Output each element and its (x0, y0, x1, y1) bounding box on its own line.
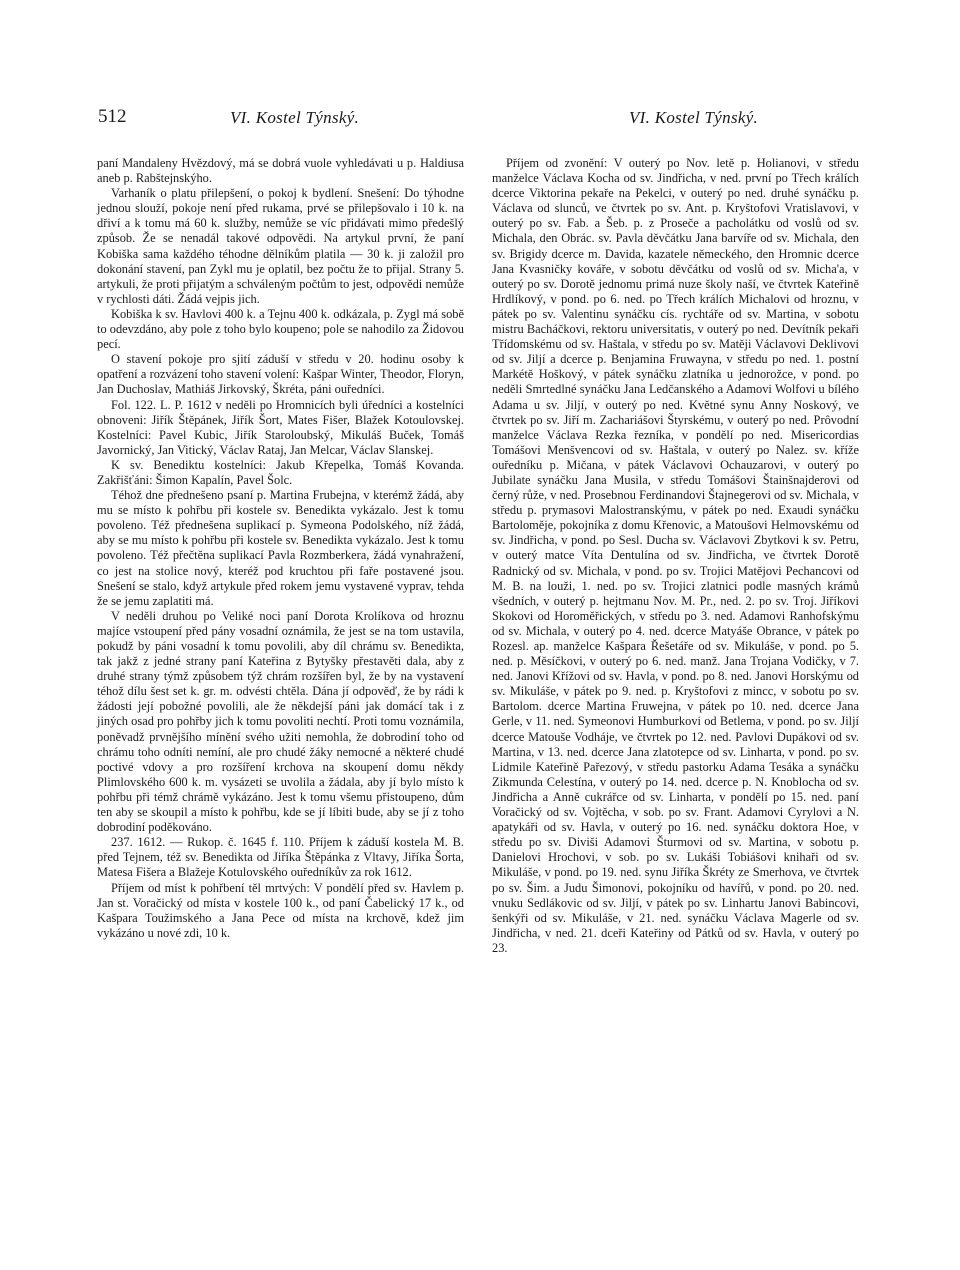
paragraph: V neděli druhou po Veliké noci paní Dorota Krolíkova od hroznu majíce vstoupení před pány vosadní oznámila, že jest se na tom ustavila, pokudž by páni vosadní k tomu povolili, aby díl chrámu sv. Benedikta, tak jakž z jedné strany paní Kateřina z Bytyšky přestavěti dala, aby z druhé strany týmž způsobem týž chrám rozšířen byl, že by na vystavení téhož dílu šest set k. gr. m. odvésti chtěla. Dána jí odpověď, že by rádi k žádosti její pobožné povolili, ale že někdejší páni jak domácí tak i z jiných osad pro pohřby jich k tomu povoliti nechtí. Proti tomu voznámila, poněvadž prvnějšího mínění svého užiti nemohla, že dobrodiní toho od chrámu toho odníti nemíní, ale pro chudé žáky nemocné a některé chudé poctivé vdovy a pro rozšíření krchova na skoupení domu někdy Plimlovského 600 k. m. vysázeti se uvolila a žádala, aby jí bylo místo k pohřbu při témž chrámě vykázáno. Jest k tomu všemu přistoupeno, dům ten aby se skoupil a místo k pohřbu, kde se jí líbiti bude, aby se jí z toho dobrodiní poděkováno. (97, 608, 464, 835)
left-column (97, 156, 464, 941)
paragraph: O stavení pokoje pro sjití záduší v středu v 20. hodinu osoby k opatření a rozvázení toho stavení volení: Kašpar Winter, Theodor, Floryn, Jan Duchoslav, Mathiáš Jirkovský, Škréta, páni ouředníci. (97, 352, 464, 397)
page-number: 512 (98, 106, 127, 127)
paragraph: paní Mandaleny Hvězdový, má se dobrá vuole vyhledávati u p. Haldiusa aneb p. Rabštejnskýho. (97, 156, 464, 186)
paragraph: 237. 1612. — Rukop. č. 1645 f. 110. Příjem k záduší kostela M. B. před Tejnem, též sv. Benedikta od Jiříka Štěpánka z Vltavy, Jiříka Šorta, Matesa Fišera a Blažeje Kotulovského ouředníkův za rok 1612. (97, 835, 464, 880)
paragraph: Kobiška k sv. Havlovi 400 k. a Tejnu 400 k. odkázala, p. Zygl má sobě to odevzdáno, aby pole z toho bylo koupeno; pole se nahodilo za Židovou pecí. (97, 306, 464, 352)
page-header (0, 106, 960, 136)
paragraph: Příjem od míst k pohřbení těl mrtvých: V pondělí před sv. Havlem p. Jan st. Voračický od místa v kostele 100 k., od paní Čabelický 17 k., od Kašpara Toužimského a Jana Pece od místa na krchově, kdež jim vykázáno u nové zdi, 10 k. (97, 880, 464, 940)
paragraph: Varhaník o platu přilepšení, o pokoj k bydlení. Snešení: Do týhodne jednou slouží, pokoje není před rukama, prvé se přilepšovalo i 10 k. na dřiví a k tomu má 60 k. služby, nemůže se víc přidávati mimo předešlý způsob. Že se nenadál takové odpovědi. Na artykul první, že paní Kobiška sama každého téhodne dělníkům platila — 30 k. ji založil pro dokonání stavení, pan Zykl mu je oplatil, bez počtu že to přijal. Strany 5. artykuli, že proti přijatým a schváleným počtům to jest, odpovědi nemůže v rychlosti dáti. Žádá vejpis jich. (97, 186, 464, 306)
paragraph: Fol. 122. L. P. 1612 v neděli po Hromnicích byli úředníci a kostelníci obnoveni: Jiřík Štěpánek, Jiřík Šort, Mates Fišer, Blažek Kotoulovskej. Kostelníci: Pavel Kubic, Jiřík Staroloubský, Mikuláš Buček, Tomáš Javornický, Jan Vitický, Václav Rataj, Jan Melcar, Václav Slanskej. (97, 397, 464, 457)
paragraph: Příjem od zvonění: V outerý po Nov. letě p. Holianovi, v středu manželce Václava Kocha od sv. Jindřicha, v ned. první po Třech králích dcerce Viktorina pekaře na Pekelci, v outerý po ned. druhé synáčku p. Václava od slunců, ve čtvrtek po sv. Ant. p. Kryštofovi Vratislavovi, v outerý po sv. Fab. a Šeb. p. z Proseče a pacholátku od voslů od sv. Michala, den Obrác. sv. Pavla děvčátku Jana barvíře od sv. Michala, den sv. Brigidy dcerce m. Davida, kazatele německého, den Hromnic dcerce Jana Kvasničky kováře, v sobotu děvčátku od voslů od sv. Micha'a, v outerý po sv. Dorotě jednomu primá nuze školy naší, ve čtvrtek Kateřině Hrdlíkový, v pond. po 6. ned. po Třech králích Michalovi od hroznu, v pátek po sv. Valentinu synáčku cís. rychtáře od sv. Martina, v sobotu mistru Bacháčkovi, rektoru universitatis, v outerý po ned. Devítník pekaři Třídomskému od sv. Haštala, v středu po sv. Matěji Václavovi Deklivovi od sv. Jiljí a dcerce p. Benjamina Fruwayna, v středu po ned. 1. postní Markétě Hoškový, v pátek synáčku zlatníka u jednorožce, v pond. po neděli Smrtedlné synáčku Jana Ledčanského a Adamovi Wolfovi u bílého Adama u sv. Jiljí, v outerý po ned. Květné synu Anny Noskový, ve čtvrtek po sv. Jiří m. Zachariášovi Štyrskému, v outerý po ned. Prôvodní manželce Václava Rezka řezníka, v pondělí po ned. Misericordias Tomášovi Menšvencovi od sv. Haštala, v outerý po Nalez. sv. kříže ouředníku p. Mičana, v pátek Václavovi Ochauzarovi, v outerý po Jubilate synáčku Jana Musila, v středu Tomášovi Štainšnajderovi od černý růže, v ned. Prosebnou Ferdinandovi Štajnegerovi od sv. Michala, v středu p. prymasovi Malostranskýmu, v pátek po ned. Exaudi synáčku Bartoloměje, pokojníka z domu Křenovic, a Matoušovi Helmovskému od sv. Jindřicha, v pond. po Sesl. Ducha sv. Václavovi Zbytkovi k sv. Petru, v outerý matce Víta Dentulína od sv. Jindřicha, ve čtvrtek Dorotě Radnický od sv. Michala, v pond. po sv. Trojici Matějovi Pechancovi od M. B. na louži, 1. ned. po sv. Trojici zlatnici podle masných krámů všedních, v outerý p. hejtmanu Nov. M. Pr., ned. 2. po sv. Troj. Jiříkovi Skokovi od Horoměřických, v středu po 3. ned. Adamovi Ranhofskýmu od sv. Michala, v outerý po 4. ned. dcerce Matyáše Obrance, v pátek po Rozesl. ap. manželce Kašpara Řešetáře od sv. Mikuláše, v pond. po 5. ned. p. Měsíčkovi, v outerý po 6. ned. manž. Jana Trojana Vodičky, v 7. ned. Janovi Křížovi od sv. Havla, v pond. po 8. ned. Janovi Horskýmu od sv. Mikuláše, v pátek po 9. ned. p. Kryštofovi z mincc, v sobotu po sv. Bartolom. dcerce Martina Fruwejna, v pátek po 10. ned. dcerce Jana Gerle, v 11. ned. Symeonovi Humburkovi od Betlema, v pond. po sv. Jiljí dcerce Matouše Vodháje, ve čtvrtek po 12. ned. Pavlovi Dupákovi od sv. Martina, v 13. ned. dcerce Jana zlatotepce od sv. Linharta, v pond. po sv. Lidmile Kateřině Pařezový, v středu pastorku Adama Tesáka a synáčku Zikmunda Celestína, v outerý po 14. ned. dcerce p. N. Knoblocha od sv. Jindřicha a Anně cukrářce od sv. Linharta, v pondělí po 15. ned. paní Voračický od sv. Vojtěcha, v sob. po sv. Frant. Adamovi Cyrylovi a N. apatykáři od sv. Havla, v outerý po 16. ned. synáčku doktora Hoe, v středu po sv. Diviši Adamovi Šturmovi od sv. Martina, v sobotu p. Danielovi Hrochovi, v sob. po sv. Lukáši Tobiášovi knihaři od sv. Mikuláše, v pond. po 19. ned. synu Jiříka Škréty ze Smerhova, ve čtvrtek po sv. Šim. a Judu Šimonovi, pokojníku od havířů, v pond. po 20. ned. vnuku Sedlákovic od sv. Jiljí, v pátek po sv. Linhartu Janovi Babincovi, šenkýři od sv. Mikuláše, v 21. ned. synáčku Václava Magerle od sv. Jindřicha, v ned. 21. dceři Kateřiny od Pátků od sv. Havla, v outerý po 23. (492, 156, 859, 955)
running-head-left: VI. Kostel Týnský. (230, 108, 360, 127)
paragraph: K sv. Benediktu kostelníci: Jakub Křepelka, Tomáš Kovanda. Zakřišťáni: Šimon Kapalín, Pavel Šolc. (97, 457, 464, 487)
running-head-right: VI. Kostel Týnský. (629, 108, 759, 127)
right-column (492, 156, 859, 956)
paragraph: Téhož dne přednešeno psaní p. Martina Frubejna, v kterémž žádá, aby mu se místo k pohřbu při kostele sv. Benedikta vykázalo. Jest k tomu povoleno. Též přednešena suplikací p. Symeona Podolského, níž žádá, aby se mu místo k pohřbu při kostele sv. Benedikta vykázalo. Jest k tomu povoleno. Též přečtěna suplikací Pavla Rozmberkera, žádá vynahražení, co jest na stolice nový, kteréž pod kruchtou při faře postavené jsou. Snešení se stalo, když artykule před rokem jemu vystavené vyprav, tehda že se jemu zaplatiti má. (97, 488, 464, 608)
